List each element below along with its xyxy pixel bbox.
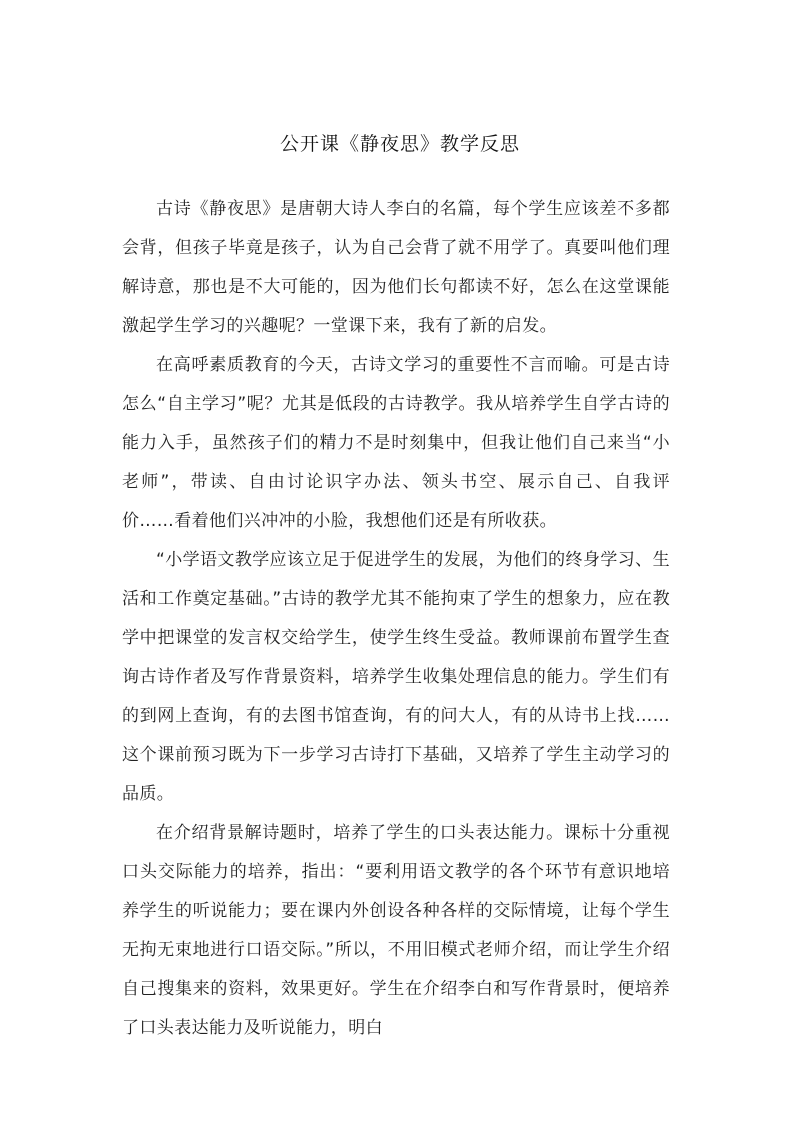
document-body [122, 190, 670, 1048]
paragraph-2: 在高呼素质教育的今天，古诗文学习的重要性不言而喻。可是古诗怎么“自主学习”呢？尤其是低段的古诗教学。我从培养学生自学古诗的能力入手，虽然孩子们的精力不是时刻集中，但我让他们自己来当“小老师”，带读、自由讨论识字办法、领头书空、展示自己、自我评价……看着他们兴冲冲的小脸，我想他们还是有所收获。 [122, 355, 670, 531]
paragraph-3: “小学语文教学应该立足于促进学生的发展，为他们的终身学习、生活和工作奠定基础。”古诗的教学尤其不能拘束了学生的想象力，应在教学中把课堂的发言权交给学生，使学生终生受益。教师课前布置学生查询古诗作者及写作背景资料，培养学生收集处理信息的能力。学生们有的到网上查询，有的去图书馆查询，有的问大人，有的从诗书上找……这个课前预习既为下一步学习古诗打下基础，又培养了学生主动学习的品质。 [122, 550, 670, 804]
document-title: 公开课《静夜思》教学反思 [279, 133, 520, 155]
paragraph-4: 在介绍背景解诗题时，培养了学生的口头表达能力。课标十分重视口头交际能力的培养，指出：“要利用语文教学的各个环节有意识地培养学生的听说能力；要在课内外创设各种各样的交际情境，让每个学生无拘无束地进行口语交际。”所以，不用旧模式老师介绍，而让学生介绍自己搜集来的资料，效果更好。学生在介绍李白和写作背景时，便培养了口头表达能力及听说能力，明白 [122, 823, 670, 1038]
paragraph-1: 古诗《静夜思》是唐朝大诗人李白的名篇，每个学生应该差不多都会背，但孩子毕竟是孩子，认为自己会背了就不用学了。真要叫他们理解诗意，那也是不大可能的，因为他们长句都读不好，怎么在这堂课能激起学生学习的兴趣呢？一堂课下来，我有了新的启发。 [122, 199, 670, 336]
